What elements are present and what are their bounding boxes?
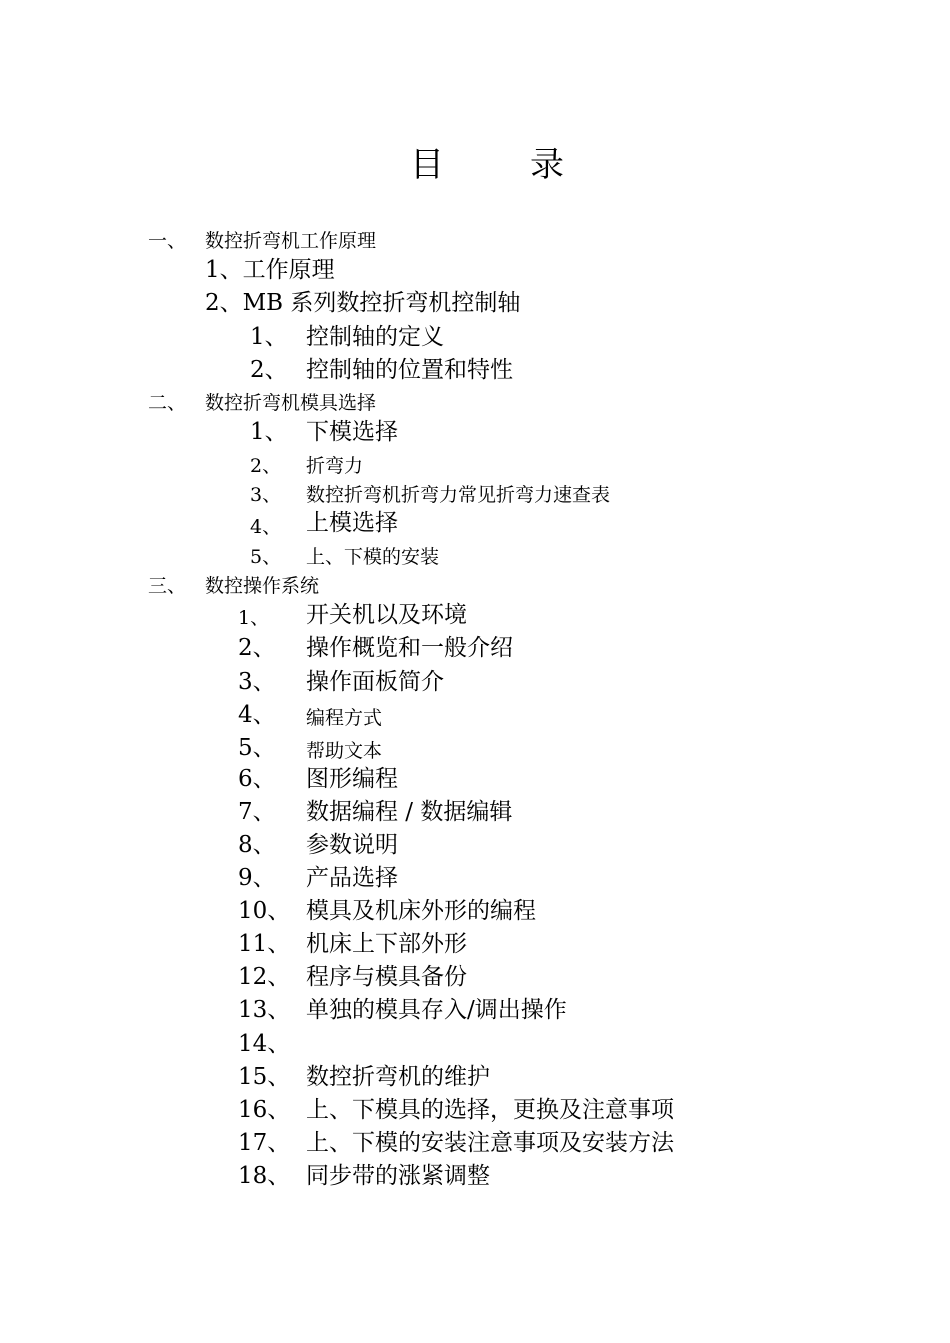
toc-number: 5、: [250, 546, 282, 568]
toc-number: 3、: [250, 484, 282, 506]
toc-number: 2、: [238, 635, 276, 661]
toc-text: 上、下模的安装: [306, 546, 440, 568]
toc-text: 模具及机床外形的编程: [306, 898, 536, 924]
toc-text: 折弯力: [306, 455, 364, 477]
toc-number: 4、: [250, 516, 282, 538]
toc-number: 16、: [238, 1097, 291, 1123]
toc-number: 3、: [238, 669, 276, 695]
toc-text: 单独的模具存入/调出操作: [306, 997, 567, 1023]
toc-text: 下模选择: [306, 419, 398, 445]
toc-text: 程序与模具备份: [306, 964, 467, 990]
toc-number: 2、: [250, 455, 282, 477]
toc-text: 数控折弯机折弯力常见折弯力速查表: [306, 484, 611, 506]
toc-number: 17、: [238, 1130, 291, 1156]
toc-text: 产品选择: [306, 865, 398, 891]
toc-number: 15、: [238, 1064, 291, 1090]
toc-text: 编程方式: [306, 707, 383, 729]
toc-number: 13、: [238, 997, 291, 1023]
toc-number: 二、: [148, 392, 187, 414]
toc-number: 三、: [148, 575, 187, 597]
toc-text: 控制轴的定义: [306, 324, 444, 350]
toc-text: 数据编程 / 数据编辑: [306, 799, 513, 825]
toc-text: 参数说明: [306, 832, 398, 858]
toc-text: 操作概览和一般介绍: [306, 635, 513, 661]
toc-text: 数控折弯机工作原理: [205, 230, 377, 252]
toc-text: 数控操作系统: [205, 575, 320, 597]
toc-text: 操作面板简介: [306, 669, 444, 695]
toc-text: 1、工作原理: [205, 257, 335, 283]
toc-number: 10、: [238, 898, 291, 924]
toc-text: 上、下模具的选择，更换及注意事项: [306, 1097, 674, 1123]
toc-number: 4、: [238, 702, 276, 728]
toc-number: 8、: [238, 832, 276, 858]
toc-text: 同步带的涨紧调整: [306, 1163, 490, 1189]
title-char-2: 录: [530, 145, 564, 185]
toc-number: 1、: [250, 419, 288, 445]
toc-number: 12、: [238, 964, 291, 990]
toc-number: 7、: [238, 799, 276, 825]
toc-number: 11、: [238, 931, 291, 957]
toc-number: 18、: [238, 1163, 291, 1189]
toc-number: 2、: [250, 357, 288, 383]
toc-number: 14、: [238, 1031, 291, 1057]
toc-text: 2、MB 系列数控折弯机控制轴: [205, 290, 521, 316]
toc-number: 6、: [238, 766, 276, 792]
toc-text: 图形编程: [306, 766, 398, 792]
toc-text: 数控折弯机模具选择: [205, 392, 377, 414]
toc-number: 1、: [250, 324, 288, 350]
toc-number: 一、: [148, 230, 187, 252]
toc-text: 控制轴的位置和特性: [306, 357, 513, 383]
toc-number: 9、: [238, 865, 276, 891]
title-char-1: 目: [410, 145, 444, 185]
toc-text: 帮助文本: [306, 740, 383, 762]
toc-text: 上、下模的安装注意事项及安装方法: [306, 1130, 674, 1156]
toc-number: 5、: [238, 735, 276, 761]
toc-text: 数控折弯机的维护: [306, 1064, 490, 1090]
toc-text: 开关机以及环境: [306, 602, 467, 628]
toc-text: 机床上下部外形: [306, 931, 467, 957]
toc-number: 1、: [238, 607, 270, 629]
toc-text: 上模选择: [306, 510, 398, 536]
page-title: [0, 143, 950, 187]
